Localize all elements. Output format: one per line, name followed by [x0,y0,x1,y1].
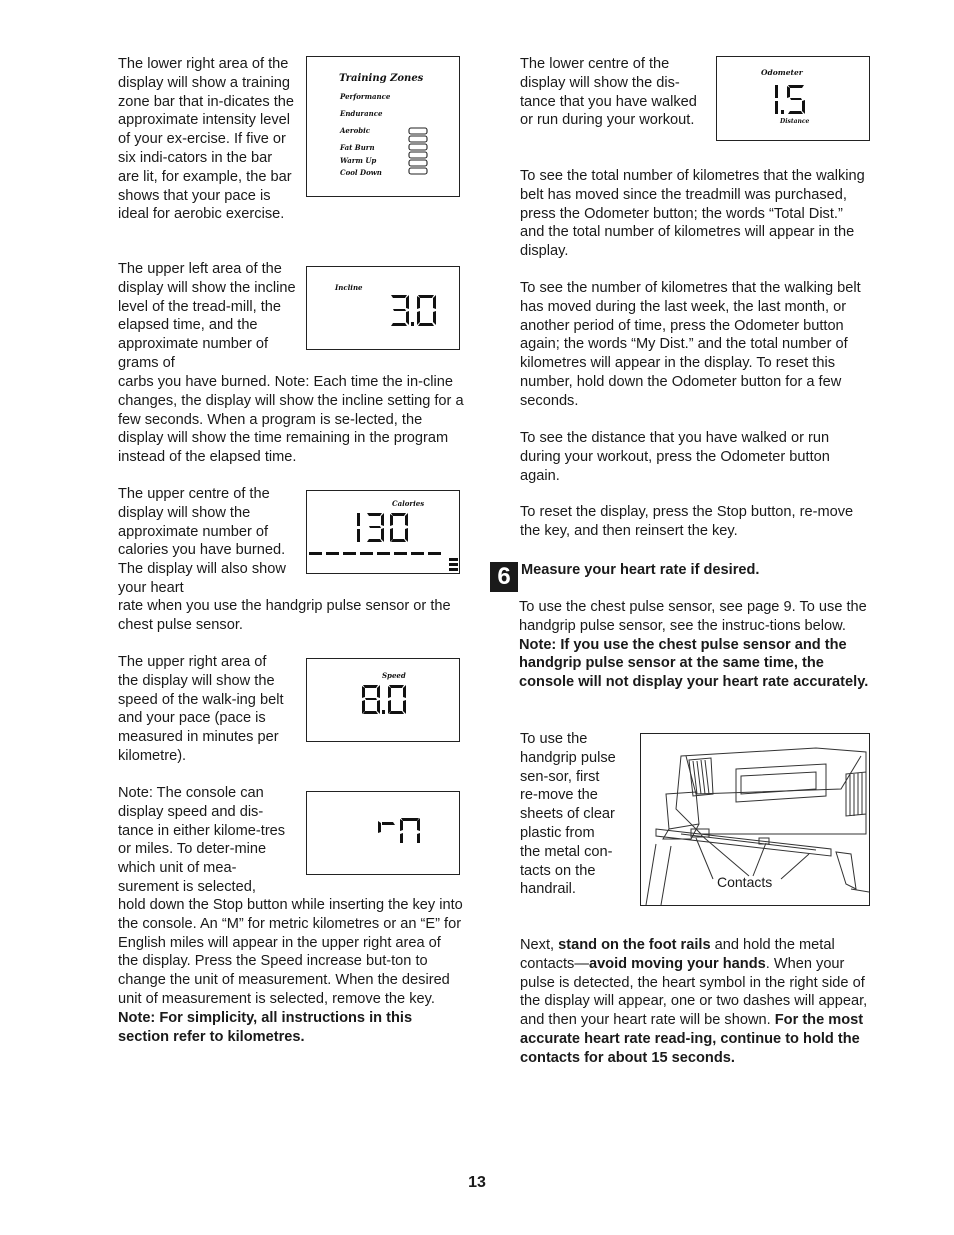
distance-label: Distance [780,118,810,125]
zone-indicator [409,128,427,134]
handgrip-paragraph: To use the handgrip pulse sen-sor, first re-move the sheets of clear plastic from the metal con-tacts on the handrail. [520,731,616,898]
page-number: 13 [468,1174,486,1191]
speed-paragraph: The upper right area of the display will show the speed of the walk-ing belt and your pace (pace is measured in minutes per kilometre). [118,654,284,764]
odometer-paragraph: The lower centre of the display will show the dis-tance that you have walked or run during your workout. [520,56,697,129]
calories-display [306,490,460,574]
heart-rate-dashes [307,549,459,573]
calories-readout [351,511,415,545]
speed-display [306,658,460,742]
units-display [306,791,460,875]
zone-label-cool-down: Cool Down [340,168,382,177]
incline-paragraph-top: The upper left area of the display will show the incline level of the tread-mill, the elapsed time, and the approximate number of grams of [118,261,296,371]
reset-display-paragraph: To reset the display, press the Stop button, re-move the key, and then reinsert the key. [520,504,854,539]
speed-label: Speed [382,671,406,680]
workout-distance-paragraph: To see the distance that you have walked or run during your workout, press the Odometer button again. [520,430,830,484]
odometer-label: Odometer [761,68,803,77]
units-readout [375,816,427,844]
pulse-sensor-text: To use the chest pulse sensor, see page 9. To use the handgrip pulse sensor, see the instruc-tions below. [519,599,867,634]
instr-hold: and hold the metal contacts— [520,937,835,972]
total-distance-paragraph: To see the total number of kilometres that the walking belt has moved since the treadmill was purchased, press the Odometer button; the words “Total Dist.” and the total number of kilometres will appear in the display. [520,168,865,260]
incline-display [306,266,460,350]
calories-paragraph-top: The upper centre of the display will show the approximate number of calories you have burned. The display will also show your heart [118,486,286,596]
zone-label-warm-up: Warm Up [340,156,377,165]
incline-paragraph-rest: carbs you have burned. Note: Each time the in-cline changes, the display will show the incline setting for a few seconds. When a program is se-lected, the display will show the time remaining in the program instead of the elapsed time. [118,374,464,466]
zone-label-endurance: Endurance [340,109,383,118]
zone-indicator [409,136,427,142]
training-zones-display [306,56,460,197]
contacts-instruction-paragraph [520,936,872,1068]
incline-readout [387,293,439,329]
step-number: 6 [490,562,518,592]
training-zones-title: Training Zones [339,73,424,84]
zone-label-performance: Performance [340,92,391,101]
training-zone-bar [407,127,431,179]
zone-indicator [409,144,427,150]
zone-indicator [409,160,427,166]
incline-label: Incline [335,283,363,292]
odometer-display [716,56,870,141]
calories-paragraph-rest: rate when you use the handgrip pulse sensor or the chest pulse sensor. [118,598,451,633]
instr-stand: stand on the foot rails [558,937,711,953]
zone-label-fat-burn: Fat Burn [340,143,375,152]
speed-readout [359,683,411,717]
odometer-readout [771,83,815,117]
my-distance-paragraph: To see the number of kilometres that the walking belt has moved during the last week, the last month, or another period of time, press the Odometer button again; the words “My Dist.” and the total number of kilometres will appear in the display. To reset this number, hold down the Odometer button for a few seconds. [520,280,861,409]
units-paragraph-note: Note: For simplicity, all instructions in this section refer to kilometres. [118,1009,413,1045]
training-zone-paragraph: The lower right area of the display will show a training zone bar that in-dicates the approximate intensity level of your ex-ercise. If five or six indi-cators in the bar are lit, for example, the bar shows that your pace is ideal for aerobic exercise. [118,56,295,223]
instr-detected: . When your pulse is detected, the heart symbol in the right side of the display will appear, one or two dashes will appear, and then your heart rate will be shown. [520,955,868,1029]
instr-next: Next, [520,937,555,953]
units-paragraph-top: Note: The console can display speed and dis-tance in either kilome-tres or miles. To deter-mine which unit of mea-surement is selected, [118,785,286,895]
pulse-sensor-paragraph [519,598,869,692]
step-title: Measure your heart rate if desired. [521,562,760,578]
instr-accurate: For the most accurate heart rate read-ing, continue to hold the contacts for about 15 seconds. [520,1012,864,1066]
units-paragraph-text: hold down the Stop button while inserting the key into the console. An “M” for metric kilometres or an “E” for English miles will appear in the upper right area of the display. Press the Speed increase but-ton to change the unit of measurement. When the desired unit of measurement is selected, remove the key. [118,897,463,1007]
instr-avoid: avoid moving your hands [588,955,766,972]
pulse-sensor-note: Note: If you use the chest pulse sensor and the handgrip pulse sensor at the same time, the console will not display your heart rate accurately. [519,636,869,691]
calories-label: Calories [392,499,425,508]
units-paragraph-rest [118,896,464,1046]
zone-label-aerobic: Aerobic [340,126,371,135]
contacts-callout: Contacts [717,874,773,890]
handrail-figure [640,733,870,906]
zone-indicator [409,152,427,158]
zone-indicator [409,168,427,174]
